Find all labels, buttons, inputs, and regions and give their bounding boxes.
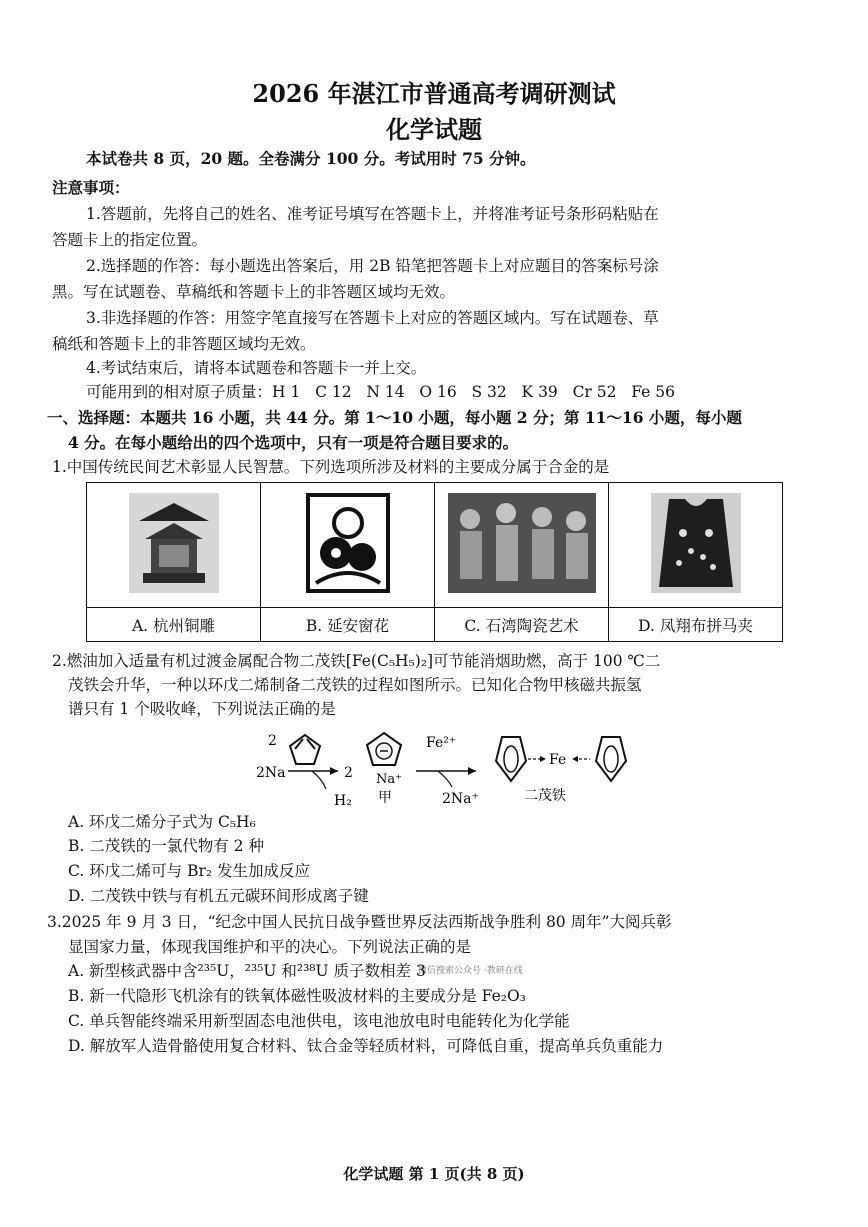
cyclopentadienyl-anion-ring bbox=[367, 733, 401, 765]
option-a-image-cell bbox=[87, 483, 261, 608]
q2-stem-line2: 茂铁会升华，一种以环戊二烯制备二茂铁的过程如图所示。已知化合物甲核磁共振氢 bbox=[68, 676, 642, 694]
page-footer: 化学试题 第 1 页(共 8 页) bbox=[343, 1165, 525, 1183]
q3-option-c: C. 单兵智能终端采用新型固态电池供电，该电池放电时电能转化为化学能 bbox=[68, 1012, 570, 1030]
cloth-vest-image bbox=[651, 493, 741, 593]
ferrocene-right-ring bbox=[596, 737, 626, 781]
sodium-reagent: 2Na bbox=[256, 765, 286, 781]
note-4: 4.考试结束后，请将本试题卷和答题卡一并上交。 bbox=[86, 359, 427, 377]
paper-cut-image bbox=[306, 493, 390, 593]
cyclopentadiene-coefficient: 2 bbox=[268, 733, 277, 749]
q3-option-d: D. 解放军人造骨骼使用复合材料、钛合金等轻质材料，可降低自重，提高单兵负重能力 bbox=[68, 1037, 664, 1055]
atomic-masses: 可能用到的相对原子质量：H 1 C 12 N 14 O 16 S 32 K 39 Cr 52 Fe 56 bbox=[86, 383, 676, 401]
note-2b: 黑。写在试题卷、草稿纸和答题卡上的非答题区域均无效。 bbox=[52, 283, 456, 301]
sodium-cation: Na⁺ bbox=[376, 772, 402, 787]
option-c-image-cell bbox=[435, 483, 609, 608]
ferrocene-left-ring bbox=[496, 737, 526, 781]
q3-stem-line2: 显国家力量，体现我国维护和平的决心。下列说法正确的是 bbox=[68, 938, 472, 956]
q1-options-table bbox=[86, 482, 783, 642]
q2-stem-line3: 谱只有 1 个吸收峰，下列说法正确的是 bbox=[68, 700, 336, 718]
note-3b: 稿纸和答题卡上的非答题区域均无效。 bbox=[52, 335, 316, 353]
q2-option-a: A. 环戊二烯分子式为 C₅H₆ bbox=[68, 813, 256, 831]
q1-stem: 1.中国传统民间艺术彰显人民智慧。下列选项所涉及材料的主要成分属于合金的是 bbox=[52, 458, 610, 476]
option-b-image-cell bbox=[261, 483, 435, 608]
q3-option-b: B. 新一代隐形飞机涂有的铁氧体磁性吸波材料的主要成分是 Fe₂O₃ bbox=[68, 987, 526, 1005]
q2-option-d: D. 二茂铁中铁与有机五元碳环间形成离子键 bbox=[68, 887, 369, 905]
notes-heading: 注意事项： bbox=[52, 178, 130, 197]
q2-option-b: B. 二茂铁的一氯代物有 2 种 bbox=[68, 837, 264, 855]
q3-option-a: A. 新型核武器中含²³⁵U，²³⁵U 和²³⁸U 质子数相差 3 bbox=[68, 962, 426, 980]
iron-ion-reagent: Fe²⁺ bbox=[426, 735, 457, 751]
option-d-label: D. 凤翔布拼马夹 bbox=[609, 608, 783, 642]
section-heading-1: 一、选择题：本题共 16 小题，共 44 分。第 1～10 小题，每小题 2 分；第 11～16 小题，每小题 bbox=[47, 408, 742, 427]
anion-coefficient: 2 bbox=[344, 765, 353, 781]
note-1b: 答题卡上的指定位置。 bbox=[52, 231, 208, 249]
subject-title: 化学试题 bbox=[386, 115, 482, 144]
hydrogen-byproduct: H₂ bbox=[334, 793, 352, 809]
exam-summary: 本试卷共 8 页，20 题。全卷满分 100 分。考试用时 75 分钟。 bbox=[86, 149, 536, 168]
option-b-label: B. 延安窗花 bbox=[261, 608, 435, 642]
ceramic-figures-image bbox=[448, 493, 596, 593]
compound-jia-label: 甲 bbox=[378, 790, 392, 806]
note-2a: 2.选择题的作答：每小题选出答案后，用 2B 铅笔把答题卡上对应题目的答案标号涂 bbox=[86, 257, 659, 275]
iron-center: Fe bbox=[549, 752, 567, 768]
option-d-image-cell bbox=[609, 483, 783, 608]
copper-pavilion-image bbox=[129, 493, 219, 593]
exam-title: 2026 年湛江市普通高考调研测试 bbox=[252, 79, 616, 108]
q2-stem-line1: 2.燃油加入适量有机过渡金属配合物二茂铁[Fe(C₅H₅)₂]可节能消烟助燃，高于 100 ℃二 bbox=[52, 652, 661, 670]
cyclopentadiene-ring bbox=[290, 735, 320, 764]
note-1a: 1.答题前，先将自己的姓名、准考证号填写在答题卡上，并将准考证号条形码粘贴在 bbox=[86, 205, 659, 223]
q3-stem-line1: 3.2025 年 9 月 3 日，“纪念中国人民抗日战争暨世界反法西斯战争胜利 80 周年”大阅兵彰 bbox=[47, 913, 672, 931]
option-c-label: C. 石湾陶瓷艺术 bbox=[435, 608, 609, 642]
q2-option-c: C. 环戊二烯可与 Br₂ 发生加成反应 bbox=[68, 862, 311, 880]
note-3a: 3.非选择题的作答：用签字笔直接写在答题卡上对应的答题区域内。写在试题卷、草 bbox=[86, 309, 659, 327]
section-heading-2: 4 分。在每小题给出的四个选项中，只有一项是符合题目要求的。 bbox=[68, 433, 519, 452]
ferrocene-label: 二茂铁 bbox=[524, 788, 566, 804]
sodium-ion-byproduct: 2Na⁺ bbox=[442, 791, 479, 807]
watermark-text: 微信搜索公众号 ·教研在线 bbox=[418, 966, 523, 976]
option-a-label: A. 杭州铜雕 bbox=[87, 608, 261, 642]
ferrocene-synthesis-scheme bbox=[240, 725, 780, 810]
